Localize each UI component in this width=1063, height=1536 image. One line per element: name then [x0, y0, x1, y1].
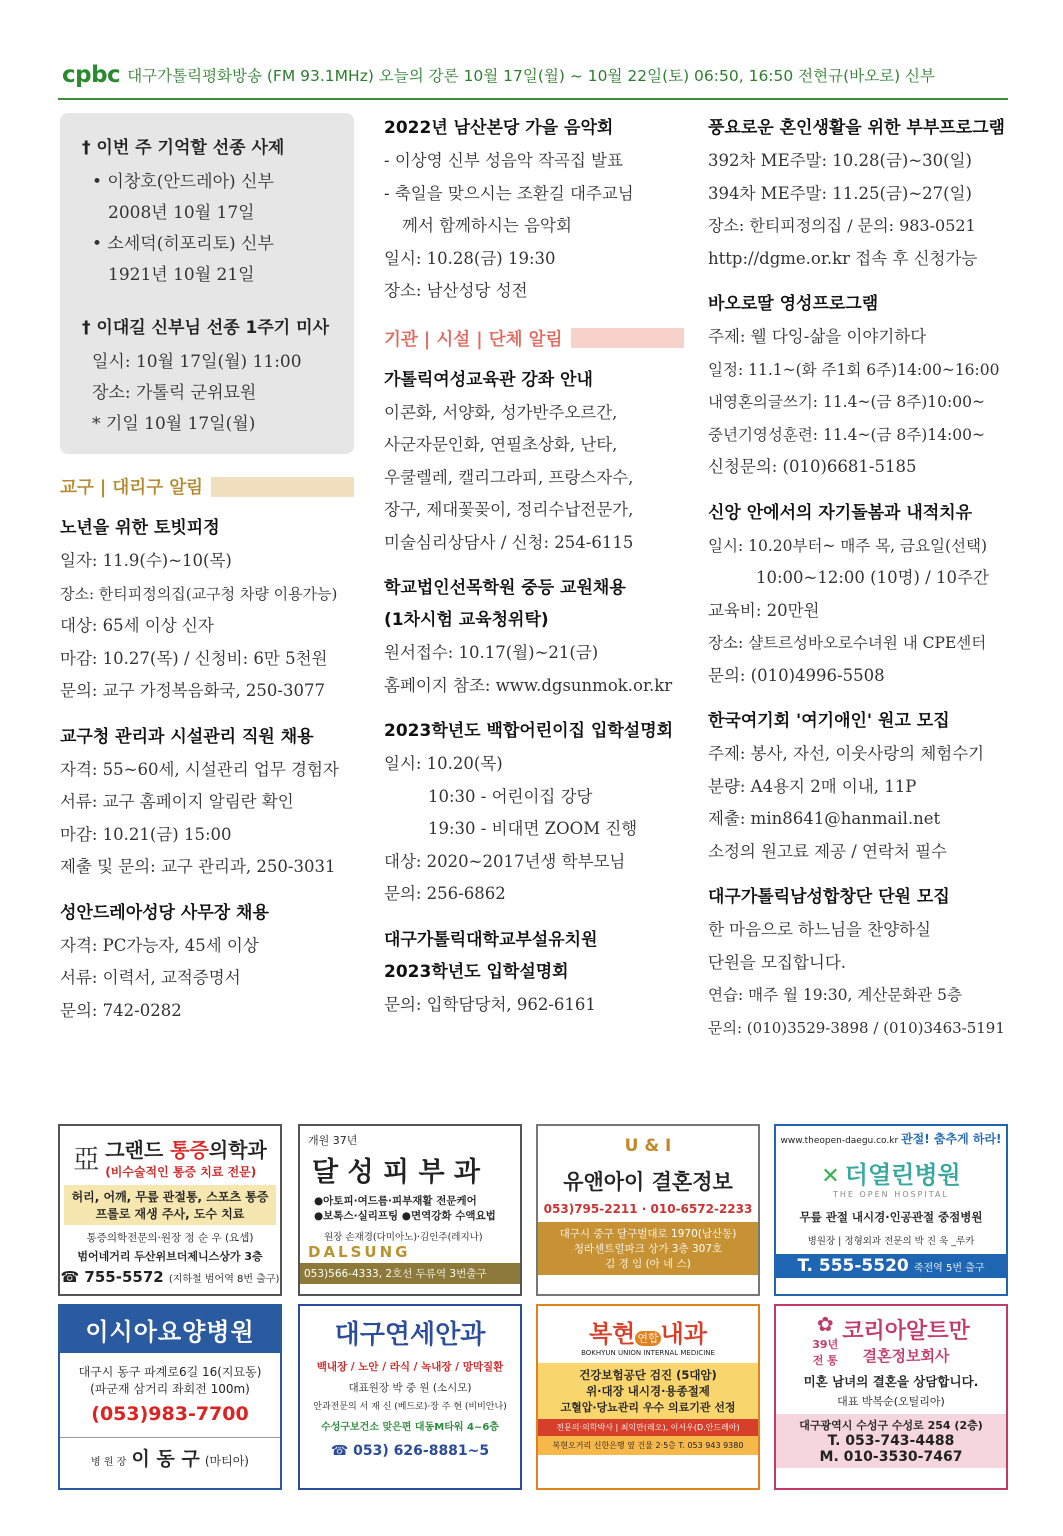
ad-uni-marriage-info[interactable]: U & I 유앤아이 결혼정보 053)795-2211 · 010-6572-2233 대구시 중구 달구벌대로 1970(남산동) 청라센트럴파크 상가 3층 307호 김 경 임 (아 네 스)	[536, 1124, 760, 1296]
notice-title: 신앙 안에서의 자기돌봄과 내적치유	[708, 502, 973, 523]
notice-line: 장소: 한티피정의집 / 문의: 983-0521	[708, 216, 976, 235]
notice-line: 한 마음으로 하느님을 찬양하실	[708, 920, 931, 939]
notice-line: 단원을 모집합니다.	[708, 952, 847, 972]
ad-bokhyun-internal-medicine[interactable]: 복현 연합내과 BOKHYUN UNION INTERNAL MEDICINE 건강보험공단 검진 (5대암) 위·대장 내시경·용종절제 고혈압·당뇨관리 우수 의료기관 선정 전문의·의학박사 | 최익만(레오), 이서우(D.안드레아) 복현오거리 신한은행 옆 건물 2·5층 T. 053 943 9380	[536, 1304, 760, 1490]
memorial-mass-item: * 기일 10월 17일(월)	[92, 414, 256, 434]
memorial-item: 1921년 10월 21일	[108, 265, 255, 285]
notice-line: 이콘화, 서양화, 성가반주오르간,	[384, 402, 618, 422]
memorial-mass-item: 장소: 가톨릭 군위묘원	[92, 383, 257, 403]
notice-line: 문의: 256-6862	[384, 884, 506, 903]
notice-line: 일자: 11.9(수)~10(목)	[60, 551, 232, 570]
notice-title: 2023학년도 백합어린이집 입학설명회	[384, 721, 674, 741]
notice-title: 2022년 남산본당 가을 음악회	[384, 118, 614, 138]
notice-title: 성안드레아성당 사무장 채용	[60, 902, 269, 923]
notice-line: 장소: 남산성당 성전	[384, 281, 528, 300]
ad-korea-altman-marriage[interactable]: ✿ 39년 전 통 코리아알트만 결혼정보회사 미혼 남녀의 결혼을 상담합니다. 대표 박복순(오틸리아) 대구광역시 수성구 수성로 254 (2층) T. 053-743-4488 M. 010-3530-7467	[774, 1304, 1008, 1490]
memorial-item: • 소세덕(히포리토) 신부	[92, 234, 274, 254]
hospital-logo-icon: ✕	[821, 1164, 840, 1189]
memorial-item: 2008년 10월 17일	[108, 203, 255, 223]
ad-the-open-hospital[interactable]: www.theopen-daegu.co.kr 관절! 춤추게 하라! ✕ 더열린병원 THE OPEN HOSPITAL 무릎 관절 내시경·인공관절 중점병원 병원장 | 정형외과 전문의 박 진 욱 _루카 T. 555-5520 죽전역 5번 출구	[774, 1124, 1008, 1296]
flower-icon: ✿	[816, 1312, 834, 1336]
notice-line: 주제: 봉사, 자선, 이웃사랑의 체험수기	[708, 744, 985, 763]
memorial-mass-item: 일시: 10월 17일(월) 11:00	[92, 352, 302, 372]
notice-line: 문의: (010)4996-5508	[708, 665, 885, 685]
notice-line: - 축일을 맞으시는 조환길 대주교님	[384, 183, 634, 203]
broadcast-info: 대구가톨릭평화방송 (FM 93.1MHz) 오늘의 강론 10월 17일(월) ~ 10월 22일(토) 06:50, 16:50 전현규(바오로) 신부	[127, 67, 935, 85]
notice-line: 일시: 10.20부터~ 매주 목, 금요일(선택)	[708, 536, 987, 555]
broadcast-header	[62, 58, 1006, 92]
notice-line: 우쿨렐레, 캘리그라피, 프랑스자수,	[384, 467, 634, 487]
notice-line: 내영혼의글쓰기: 11.4~(금 8주)10:00~	[708, 393, 985, 411]
notice-title: 한국여기회 '여기애인' 원고 모집	[708, 711, 950, 731]
advertisement-grid	[58, 1124, 1008, 1490]
notice-line: 문의: 교구 가정복음화국, 250-3077	[60, 681, 325, 700]
notice-title: 바오로딸 영성프로그램	[708, 294, 879, 314]
notice-line: 께서 함께하시는 음악회	[402, 216, 572, 235]
notice-line: 교육비: 20만원	[708, 600, 820, 620]
notice-line: 마감: 10.21(금) 15:00	[60, 824, 232, 844]
ad-grand-pain-clinic[interactable]: 亞 그랜드 통증의학과 (비수술적인 통증 치료 전문) 허리, 어깨, 무릎 관절통, 스포츠 통증 프롤로 재생 주사, 도수 치료 통증의학전문의·원장 정 순 우 (요셉) 범어네거리 두산위브더제니스상가 3층 ☎ 755-5572 (지하철 범어역 8번 출구)	[58, 1124, 282, 1296]
notice-line: http://dgme.or.kr 접속 후 신청가능	[708, 248, 978, 268]
notice-line: 마감: 10.27(목) / 신청비: 6만 5천원	[60, 648, 328, 668]
memorial-mass-title: † 이대길 신부님 선종 1주기 미사	[82, 318, 329, 338]
cpbc-logo: cpbc	[62, 62, 121, 88]
notice-title: 학교법인선목학원 중등 교원채용	[384, 578, 626, 598]
notice-line: 자격: PC가능자, 45세 이상	[60, 935, 259, 955]
column-2	[384, 113, 684, 1021]
notice-line: - 이상영 신부 성음악 작곡집 발표	[384, 151, 624, 170]
notice-line: 일시: 10.28(금) 19:30	[384, 248, 556, 268]
notice-line: 장구, 제대꽃꽂이, 정리수납전문가,	[384, 500, 634, 519]
notice-line: 일정: 11.1~(화 주1회 6주)14:00~16:00	[708, 360, 1000, 379]
notice-line: 분량: A4용지 2매 이내, 11P	[708, 776, 917, 796]
header-divider	[58, 98, 1008, 100]
notice-line: 일시: 10.20(목)	[384, 754, 503, 773]
notice-title: 교구청 관리과 시설관리 직원 채용	[60, 726, 314, 747]
clinic-logo-icon: 亞	[73, 1144, 100, 1175]
notice-line: 제출: min8641@hanmail.net	[708, 809, 941, 828]
notice-line: 사군자문인화, 연필초상화, 난타,	[384, 435, 618, 454]
notice-title: 대구가톨릭대학교부설유치원	[384, 929, 598, 950]
notice-line: 중년기영성훈련: 11.4~(금 8주)14:00~	[708, 425, 985, 444]
notice-line: 서류: 이력서, 교적증명서	[60, 968, 241, 987]
notice-line: 392차 ME주말: 10.28(금)~30(일)	[708, 151, 972, 170]
notice-line: 문의: 742-0282	[60, 1000, 182, 1020]
memorial-item: • 이창호(안드레아) 신부	[92, 172, 274, 192]
notice-line: 10:00~12:00 (10명) / 10주간	[756, 568, 989, 587]
notice-line: 문의: 입학담당처, 962-6161	[384, 994, 596, 1014]
notice-line: 394차 ME주말: 11.25(금)~27(일)	[708, 183, 972, 203]
notice-title: 풍요로운 혼인생활을 위한 부부프로그램	[708, 118, 1005, 138]
notice-line: 연습: 매주 월 19:30, 계산문화관 5층	[708, 986, 963, 1004]
notice-line: 서류: 교구 홈페이지 알림란 확인	[60, 792, 294, 811]
notice-line: 장소: 샬트르성바오로수녀원 내 CPE센터	[708, 634, 987, 652]
memorial-box	[60, 113, 354, 454]
notice-line: 19:30 - 비대면 ZOOM 진행	[428, 819, 638, 838]
notice-title: 가톨릭여성교육관 강좌 안내	[384, 369, 593, 390]
notice-line: 미술심리상담사 / 신청: 254-6115	[384, 532, 634, 552]
notice-line: 제출 및 문의: 교구 관리과, 250-3031	[60, 857, 336, 876]
notice-line: 원서접수: 10.17(월)~21(금)	[384, 643, 599, 662]
notice-line: 문의: (010)3529-3898 / (010)3463-5191	[708, 1018, 1005, 1037]
section-heading-institutions: 기관 | 시설 | 단체 알림	[384, 326, 684, 351]
ad-daegu-yonsei-eye[interactable]: 대구연세안과 백내장 / 노안 / 라식 / 녹내장 / 망막질환 대표원장 박 중 원 (소시모) 안과전문의 서 재 신 (베드로)·장 주 현 (비비안나) 수성구보건소 맞은편 대동M타워 4~6층 ☎ 053) 626-8881~5	[298, 1304, 522, 1490]
notice-line: 주제: 웰 다잉-삶을 이야기하다	[708, 327, 927, 346]
notice-line: 대상: 2020~2017년생 학부모님	[384, 851, 626, 871]
column-3	[708, 113, 1008, 1044]
section-heading-diocese: 교구 | 대리구 알림	[60, 474, 354, 499]
notice-line: 자격: 55~60세, 시설관리 업무 경험자	[60, 759, 339, 779]
notice-subtitle: (1차시험 교육청위탁)	[384, 610, 549, 630]
notice-title: 대구가톨릭남성합창단 단원 모집	[708, 887, 950, 907]
notice-line: 신청문의: (010)6681-5185	[708, 457, 917, 476]
memorial-title: † 이번 주 기억할 선종 사제	[82, 138, 285, 158]
notice-subtitle: 2023학년도 입학설명회	[384, 961, 569, 982]
notice-line: 대상: 65세 이상 신자	[60, 616, 214, 635]
notice-line: 홈페이지 참조: www.dgsunmok.or.kr	[384, 675, 673, 695]
notice-line: 장소: 한티피정의집(교구청 차량 이용가능)	[60, 584, 338, 603]
ad-dalsung-dermatology[interactable]: 개원 37년 달 성 피 부 과 ●아토피·여드름·피부재활 전문케어 ●보톡스·실리프팅 ●면역강화 수액요법 원장 손재경(다미아노)·김인주(레지나) DALSUNG 053)566-4333, 2호선 두류역 3번출구	[298, 1124, 522, 1296]
notice-line: 10:30 - 어린이집 강당	[428, 786, 593, 806]
ad-isia-nursing-hospital[interactable]: 이시아요양병원 대구시 동구 파계로6길 16(지묘동) (파군재 삼거리 좌회전 100m) (053)983-7700 병 원 장 이 동 구 (마티아)	[58, 1304, 282, 1490]
column-1	[60, 113, 354, 1027]
notice-line: 소정의 원고료 제공 / 연락처 필수	[708, 841, 947, 861]
notice-title: 노년을 위한 토빗피정	[60, 518, 220, 538]
